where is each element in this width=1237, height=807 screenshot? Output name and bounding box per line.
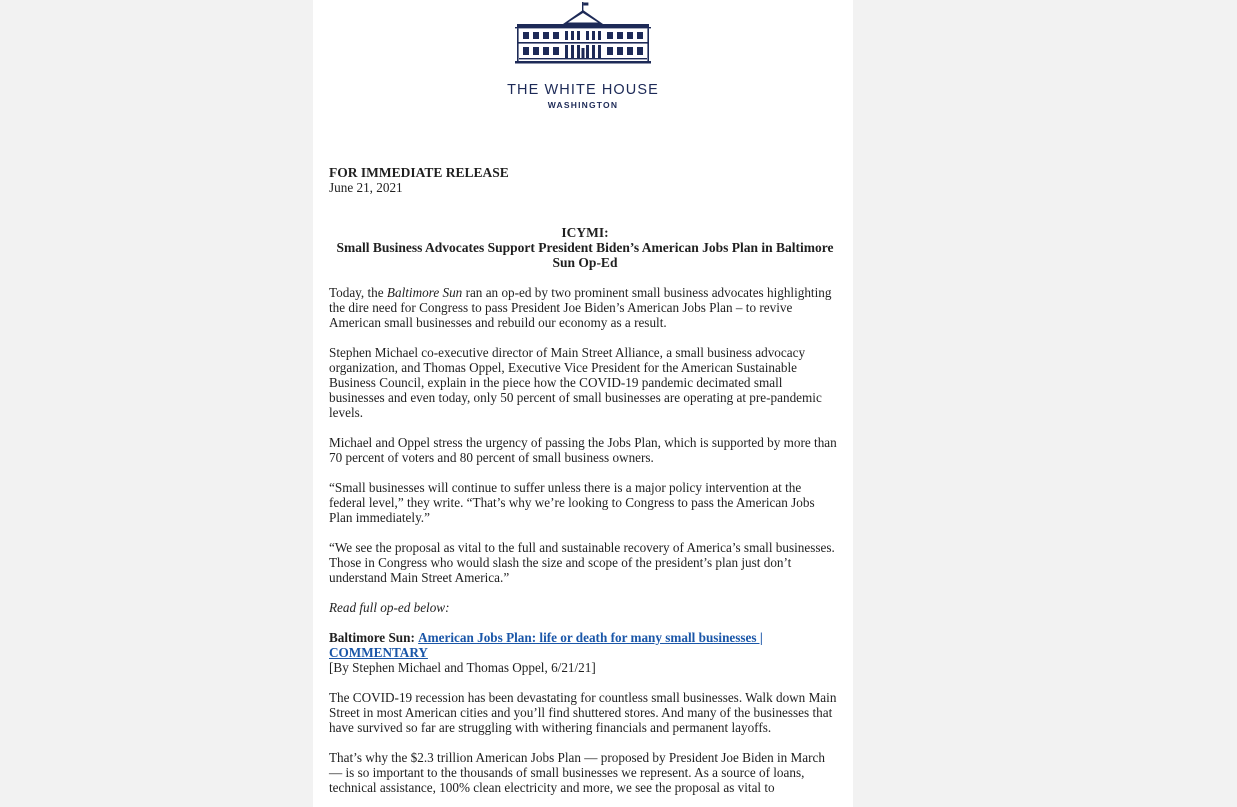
headline-line-1: ICYMI: [561, 225, 609, 240]
article-reference [329, 630, 841, 675]
white-house-logo [313, 0, 853, 120]
paragraph-4: “Small businesses will continue to suffer unless there is a major policy intervention at the federal level,” they write. “That’s why we’re looking to Congress to pass the American Jobs Plan immediately.” [329, 480, 815, 525]
paragraph-1-end: ran an op-ed by two prominent small business advocates highlighting the dire need for Congress to pass President Joe Biden’s American Jobs Plan – to revive American small businesses and rebuild our economy as a result. [329, 285, 832, 330]
logo-subtitle: WASHINGTON [547, 100, 619, 110]
release-label: FOR IMMEDIATE RELEASE [329, 165, 509, 180]
press-release-content [329, 165, 841, 807]
article-link[interactable]: American Jobs Plan: life or death for many small businesses | COMMENTARY [329, 630, 763, 660]
headline-line-2: Small Business Advocates Support President Biden’s American Jobs Plan in Baltimore Sun Op-Ed [336, 240, 834, 270]
publication-name: Baltimore Sun [386, 285, 463, 300]
paragraph-5: “We see the proposal as vital to the full and sustainable recovery of America’s small businesses. Those in Congress who would slash the size and scope of the president’s plan just don’t understand Main Street America.” [329, 540, 835, 585]
paragraph-6: The COVID-19 recession has been devastating for countless small businesses. Walk down Main Street in most American cities and you’ll find shuttered stores. And many of the businesses that have survived so far are struggling with withering financials and permanent layoffs. [329, 690, 837, 735]
paragraph-1 [329, 285, 841, 330]
release-date: June 21, 2021 [329, 180, 403, 195]
paragraph-7: That’s why the $2.3 trillion American Jobs Plan — proposed by President Joe Biden in March — is so important to the thousands of small businesses we represent. As a source of loans, technical assistance, 100% clean electricity and more, we see the proposal as vital to [329, 750, 825, 795]
byline: [By Stephen Michael and Thomas Oppel, 6/21/21] [329, 660, 596, 675]
paragraph-3: Michael and Oppel stress the urgency of passing the Jobs Plan, which is supported by more than 70 percent of voters and 80 percent of small business owners. [329, 435, 837, 465]
logo-title: THE WHITE HOUSE [507, 82, 659, 98]
paragraph-2: Stephen Michael co-executive director of Main Street Alliance, a small business advocacy organization, and Thomas Oppel, Executive Vice President for the American Sustainable Business Council, explain in the piece how the COVID-19 pandemic decimated small businesses and even today, only 50 percent of small businesses are operating at pre-pandemic levels. [329, 345, 822, 420]
white-house-building-icon [515, 2, 651, 66]
source-label: Baltimore Sun: [329, 630, 415, 645]
read-more-note: Read full op-ed below: [329, 600, 450, 615]
paragraph-1-start: Today, the [329, 285, 387, 300]
email-page [313, 0, 853, 807]
headline [329, 225, 841, 270]
